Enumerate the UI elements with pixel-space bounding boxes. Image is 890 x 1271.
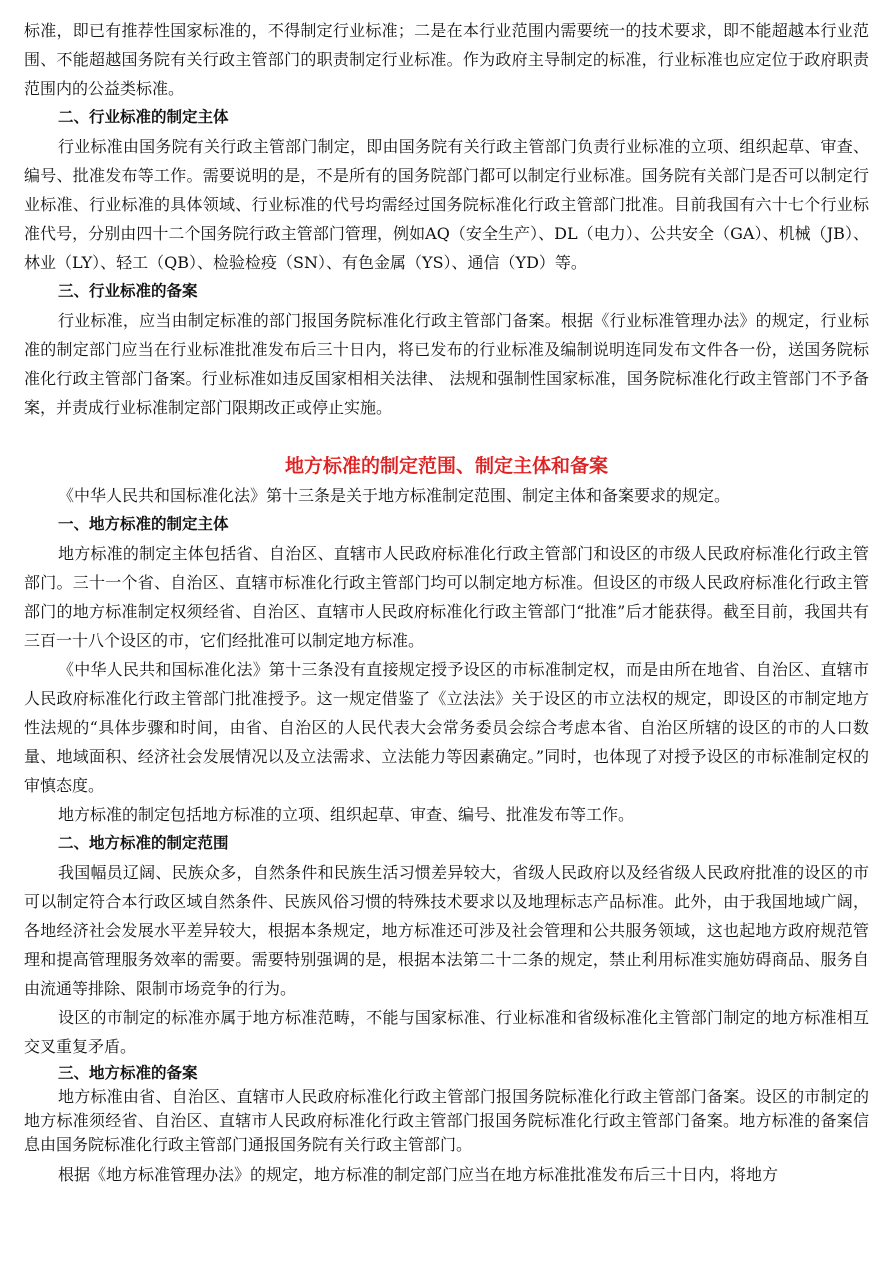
paragraph-intro: 《中华人民共和国标准化法》第十三条是关于地方标准制定范围、制定主体和备案要求的规定。 (58, 486, 731, 505)
paragraph-city-standard: 设区的市制定的标准亦属于地方标准范畴，不能与国家标准、行业标准和省级标准化主管部门制定的地方标准相互交叉重复矛盾。 (24, 1008, 869, 1056)
paragraph-industry-standard-subject: 行业标准由国务院有关行政主管部门制定，即由国务院有关行政主管部门负责行业标准的立项、组织起草、审查、编号、批准发布等工作。需要说明的是，不是所有的国务院部门都可以制定行业标准。国务院有关部门是否可以制定行业标准、行业标准的具体领域、行业标准的代号均需经过国务院标准化行政主管部门批准。目前我国有六十七个行业标准代号，分别由四十二个国务院行政主管部门管理，例如AQ（安全生产）、DL（电力）、公共安全（GA）、机械（JB）、林业（LY）、轻工（QB）、检验检疫（SN）、有色金属（YS）、通信（YD）等。 (24, 137, 869, 272)
paragraph-local-standard-authorization: 《中华人民共和国标准化法》第十三条没有直接规定授予设区的市标准制定权，而是由所在地省、自治区、直辖市人民政府标准化行政主管部门批准授予。这一规定借鉴了《立法法》关于设区的市立法权的规定，即设区的市制定地方性法规的“具体步骤和时间，由省、自治区的人民代表大会常务委员会综合考虑本省、自治区所辖的设区的市的人口数量、地域面积、经济社会发展情况以及立法需求、立法能力等因素确定。”同时，也体现了对授予设区的市标准制定权的审慎态度。 (24, 660, 869, 795)
paragraph-industry-standard-filing: 行业标准，应当由制定标准的部门报国务院标准化行政主管部门备案。根据《行业标准管理办法》的规定，行业标准的制定部门应当在行业标准批准发布后三十日内，将已发布的行业标准及编制说明连同发布文件各一份，送国务院标准化行政主管部门备案。行业标准如违反国家相相关法律、 法规和强制性国家标准，国务院标准化行政主管部门不予备案，并责成行业标准制定部门限期改正或停止实施。 (24, 311, 869, 417)
spacer (24, 422, 869, 451)
paragraph-local-standard-management: 根据《地方标准管理办法》的规定，地方标准的制定部门应当在地方标准批准发布后三十日内，将地方 (58, 1165, 779, 1184)
section-heading-local-standard-subject: 一、地方标准的制定主体 (58, 515, 229, 533)
paragraph-local-standard-subject: 地方标准的制定主体包括省、自治区、直辖市人民政府标准化行政主管部门和设区的市级人民政府标准化行政主管部门。三十一个省、自治区、直辖市标准化行政主管部门均可以制定地方标准。但设区的市级人民政府标准化行政主管部门的地方标准制定权须经省、自治区、直辖市人民政府标准化行政主管部门“批准”后才能获得。截至目前，我国共有三百一十八个设区的市，它们经批准可以制定地方标准。 (24, 544, 869, 650)
paragraph-local-standard-filing: 地方标准由省、自治区、直辖市人民政府标准化行政主管部门报国务院标准化行政主管部门备案。设区的市制定的地方标准须经省、自治区、直辖市人民政府标准化行政主管部门报国务院标准化行政主管部门备案。地方标准的备案信息由国务院标准化行政主管部门通报国务院有关行政主管部门。 (24, 1087, 869, 1154)
paragraph-local-standard-work: 地方标准的制定包括地方标准的立项、组织起草、审查、编号、批准发布等工作。 (58, 805, 635, 824)
paragraph-industry-standard-scope-end: 标准，即已有推荐性国家标准的，不得制定行业标准；二是在本行业范围内需要统一的技术要求，即不能超越本行业范围、不能超越国务院有关行政主管部门的职责制定行业标准。作为政府主导制定的标准，行业标准也应定位于政府职责范围内的公益类标准。 (24, 21, 869, 98)
section-heading-local-standard-filing: 三、地方标准的备案 (58, 1064, 198, 1082)
section-heading-industry-standard-filing: 三、行业标准的备案 (58, 282, 198, 300)
document-page (24, 16, 869, 1189)
article-title: 地方标准的制定范围、制定主体和备案 (284, 455, 608, 477)
section-heading-local-standard-scope: 二、地方标准的制定范围 (58, 834, 229, 852)
section-heading-industry-standard-subject: 二、行业标准的制定主体 (58, 108, 229, 126)
paragraph-local-standard-scope: 我国幅员辽阔、民族众多，自然条件和民族生活习惯差异较大，省级人民政府以及经省级人民政府批准的设区的市可以制定符合本行政区域自然条件、民族风俗习惯的特殊技术要求以及地理标志产品标准。此外，由于我国地域广阔，各地经济社会发展水平差异较大，根据本条规定，地方标准还可涉及社会管理和公共服务领域，这也起地方政府规范管理和提高管理服务效率的需要。需要特别强调的是，根据本法第二十二条的规定，禁止利用标准实施妨碍商品、服务自由流通等排除、限制市场竞争的行为。 (24, 863, 869, 998)
